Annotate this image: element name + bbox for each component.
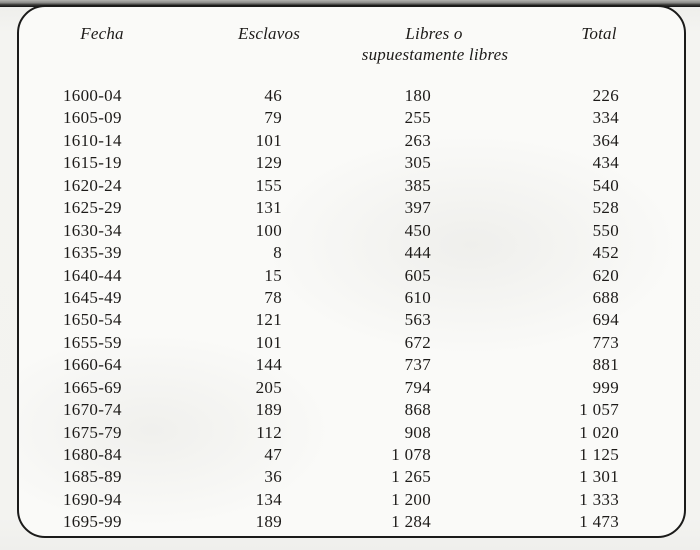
cell-fecha: 1685-89: [63, 467, 122, 487]
cell-fecha: 1675-79: [63, 422, 122, 442]
cell-esclavos: 36: [264, 467, 282, 487]
cell-esclavos: 8: [273, 243, 282, 263]
cell-fecha: 1640-44: [63, 265, 122, 285]
cell-fecha: 1650-54: [63, 310, 122, 330]
cell-total: 688: [592, 287, 619, 307]
table-row: [0, 377, 700, 399]
cell-total: 334: [592, 108, 619, 128]
cell-libres: 1 200: [391, 489, 431, 509]
cell-esclavos: 47: [264, 445, 282, 464]
cell-libres: 737: [404, 355, 431, 375]
cell-libres: 868: [404, 400, 431, 420]
cell-fecha: 1615-19: [63, 153, 122, 173]
column-header-fecha: Fecha: [80, 24, 124, 43]
cell-libres: 1 078: [391, 445, 431, 464]
cell-fecha: 1680-84: [63, 445, 122, 464]
cell-libres: 385: [404, 175, 431, 195]
table-row: [0, 152, 700, 174]
table-row: [0, 332, 700, 354]
cell-libres: 794: [404, 377, 431, 397]
table-row: [0, 265, 700, 287]
cell-libres: 672: [404, 332, 431, 352]
cell-total: 528: [592, 198, 619, 218]
cell-total: 773: [592, 332, 619, 352]
cell-fecha: 1660-64: [63, 355, 122, 375]
table-row: [0, 511, 700, 533]
cell-esclavos: 79: [264, 108, 282, 128]
cell-total: 1 125: [579, 445, 619, 464]
column-header-esclavos: Esclavos: [237, 24, 301, 43]
cell-esclavos: 205: [255, 377, 282, 397]
cell-total: 226: [592, 86, 619, 105]
cell-esclavos: 144: [255, 355, 282, 375]
cell-esclavos: 121: [255, 310, 282, 330]
cell-fecha: 1670-74: [63, 400, 122, 420]
table-row: [0, 287, 700, 309]
cell-total: 881: [592, 355, 619, 375]
cell-esclavos: 189: [255, 512, 282, 532]
cell-total: 1 020: [579, 422, 619, 442]
cell-libres: 610: [404, 287, 431, 307]
cell-fecha: 1605-09: [63, 108, 122, 128]
table-row: [0, 489, 700, 511]
cell-fecha: 1610-14: [63, 130, 122, 150]
cell-fecha: 1655-59: [63, 332, 122, 352]
cell-fecha: 1630-34: [63, 220, 122, 240]
cell-libres: 397: [404, 198, 431, 218]
cell-fecha: 1645-49: [63, 287, 122, 307]
cell-esclavos: 78: [264, 287, 282, 307]
cell-total: 434: [592, 153, 619, 173]
cell-libres: 263: [404, 130, 431, 150]
table-row: [0, 242, 700, 264]
column-header-libres-line2: supuestamente libres: [361, 45, 509, 64]
cell-libres: 1 265: [391, 467, 431, 487]
table-body: [0, 85, 700, 534]
cell-esclavos: 189: [255, 400, 282, 420]
table-row: [0, 130, 700, 152]
table-row: [0, 309, 700, 331]
cell-libres: 605: [404, 265, 431, 285]
table-row: [0, 85, 700, 107]
cell-fecha: 1600-04: [63, 86, 122, 105]
cell-esclavos: 15: [264, 265, 282, 285]
cell-fecha: 1620-24: [63, 175, 122, 195]
cell-fecha: 1635-39: [63, 243, 122, 263]
cell-libres: 563: [404, 310, 431, 330]
column-header-total: Total: [581, 24, 617, 43]
cell-libres: 1 284: [391, 512, 431, 532]
cell-total: 999: [592, 377, 619, 397]
cell-total: 694: [592, 310, 619, 330]
cell-esclavos: 101: [255, 130, 282, 150]
cell-total: 540: [592, 175, 619, 195]
cell-esclavos: 100: [255, 220, 282, 240]
cell-total: 452: [592, 243, 619, 263]
column-header-libres-line1: Libres o: [405, 24, 463, 43]
cell-libres: 180: [404, 86, 431, 105]
cell-esclavos: 129: [255, 153, 282, 173]
table-row: [0, 175, 700, 197]
cell-fecha: 1625-29: [63, 198, 122, 218]
cell-total: 1 473: [579, 512, 619, 532]
cell-esclavos: 131: [255, 198, 282, 218]
cell-esclavos: 155: [255, 175, 282, 195]
cell-esclavos: 134: [255, 489, 282, 509]
cell-fecha: 1665-69: [63, 377, 122, 397]
table-row: [0, 220, 700, 242]
cell-libres: 908: [404, 422, 431, 442]
cell-libres: 444: [404, 243, 431, 263]
cell-esclavos: 46: [264, 86, 282, 105]
cell-libres: 450: [404, 220, 431, 240]
table-row: [0, 422, 700, 444]
cell-esclavos: 101: [255, 332, 282, 352]
table-row: [0, 399, 700, 421]
table-row: [0, 466, 700, 488]
cell-total: 1 057: [579, 400, 619, 420]
cell-total: 620: [592, 265, 619, 285]
cell-total: 550: [592, 220, 619, 240]
table-row: [0, 197, 700, 219]
table-row: [0, 444, 700, 466]
cell-total: 364: [592, 130, 619, 150]
table-row: [0, 107, 700, 129]
cell-total: 1 301: [579, 467, 619, 487]
cell-fecha: 1690-94: [63, 489, 122, 509]
table-row: [0, 354, 700, 376]
cell-total: 1 333: [579, 489, 619, 509]
cell-fecha: 1695-99: [63, 512, 122, 532]
cell-libres: 305: [404, 153, 431, 173]
cell-esclavos: 112: [256, 422, 282, 442]
cell-libres: 255: [404, 108, 431, 128]
